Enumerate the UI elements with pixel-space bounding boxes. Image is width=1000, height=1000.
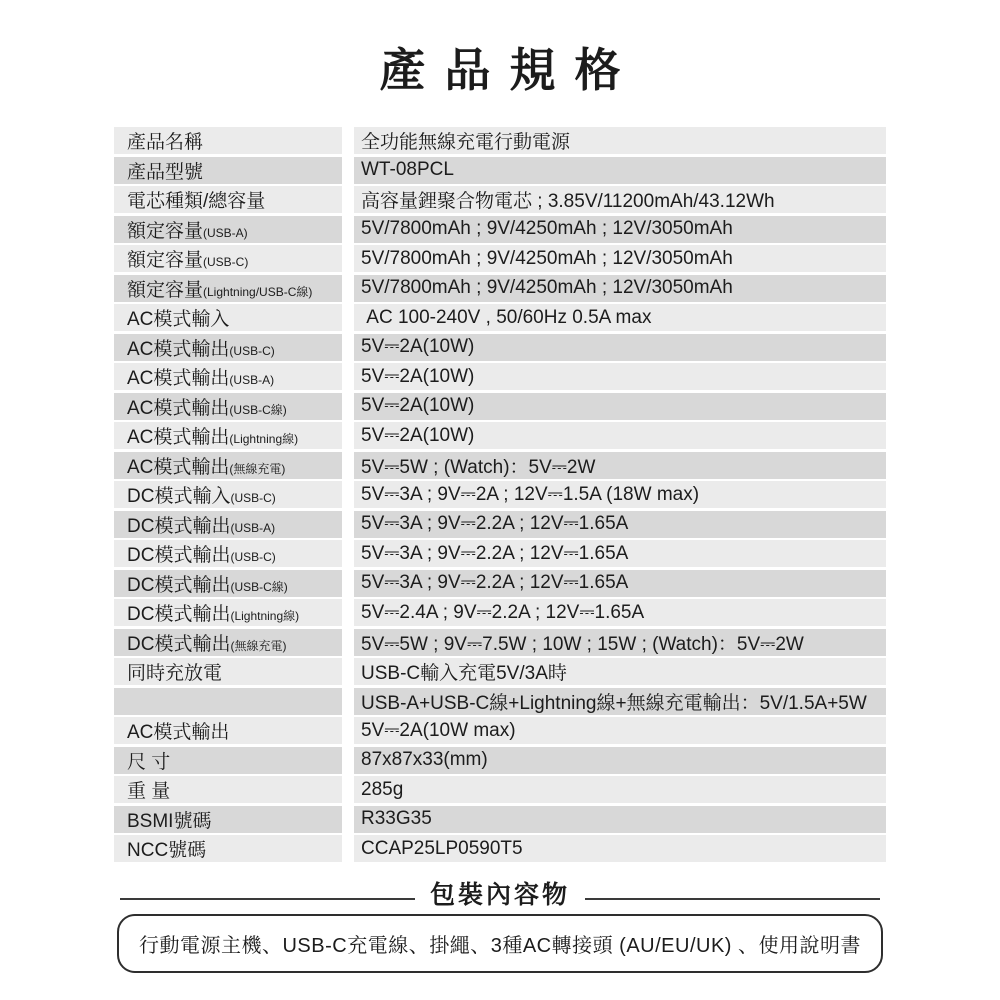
spec-label-sub: (無線充電) <box>230 638 287 653</box>
spec-value-cell <box>354 747 886 774</box>
spec-table <box>114 127 886 862</box>
spec-value-cell <box>354 452 886 479</box>
spec-value-cell <box>354 599 886 626</box>
spec-label-sub: (無線充電) <box>229 461 286 476</box>
spec-label-cell <box>114 658 342 685</box>
spec-value: CCAP25LP0590T5 <box>361 837 523 859</box>
table-row <box>114 806 886 833</box>
table-row <box>114 570 886 597</box>
spec-label-sub: (USB-C) <box>229 343 275 358</box>
spec-label: AC模式輸出(USB-C) <box>127 338 275 360</box>
spec-value: AC 100-240V , 50/60Hz 0.5A max <box>361 306 652 328</box>
spec-value: 5V⎓5W ; 9V⎓7.5W ; 10W ; 15W ; (Watch)：5V⎓2W <box>361 633 804 655</box>
spec-label-cell <box>114 599 342 626</box>
spec-value-cell <box>354 334 886 361</box>
spec-label: DC模式輸入(USB-C) <box>127 486 276 507</box>
spec-label-sub: (USB-C) <box>230 491 276 505</box>
spec-label: 額定容量(Lightning/USB-C線) <box>127 279 313 301</box>
spec-label: 同時充放電 <box>127 663 223 684</box>
spec-label-cell <box>114 688 342 715</box>
spec-label: AC模式輸出(Lightning線) <box>127 427 299 448</box>
spec-label: NCC號碼 <box>127 840 207 861</box>
spec-value: 5V⎓2A(10W max) <box>361 719 516 741</box>
spec-value-cell <box>354 688 886 715</box>
table-row <box>114 304 886 331</box>
spec-value: 5V⎓2A(10W) <box>361 395 475 416</box>
spec-label: 電芯種類/總容量 <box>127 191 266 212</box>
spec-label-cell <box>114 422 342 449</box>
table-row <box>114 275 886 302</box>
spec-value: WT-08PCL <box>361 159 454 180</box>
spec-label-cell <box>114 835 342 862</box>
spec-label: 額定容量(USB-C) <box>127 250 249 271</box>
spec-value: 285g <box>361 778 404 800</box>
spec-label-sub: (USB-C) <box>230 550 276 564</box>
spec-label: DC模式輸出(USB-A) <box>127 515 276 537</box>
spec-label: 重 量 <box>127 781 171 802</box>
spec-value: 5V/7800mAh ; 9V/4250mAh ; 12V/3050mAh <box>361 277 733 298</box>
table-row <box>114 127 886 154</box>
spec-value-cell <box>354 216 886 243</box>
spec-value: 5V⎓3A ; 9V⎓2.2A ; 12V⎓1.65A <box>361 572 629 593</box>
spec-label-cell <box>114 747 342 774</box>
package-box <box>117 914 883 973</box>
spec-label-cell <box>114 186 342 213</box>
spec-value: 5V/7800mAh ; 9V/4250mAh ; 12V/3050mAh <box>361 247 733 269</box>
spec-label-sub: (USB-A) <box>230 520 276 535</box>
spec-value-cell <box>354 245 886 272</box>
spec-value-cell <box>354 127 886 154</box>
spec-label: AC模式輸出(USB-C線) <box>127 397 287 419</box>
spec-label: AC模式輸出 <box>127 722 230 743</box>
spec-label: 產品型號 <box>127 161 204 183</box>
spec-value: 全功能無線充電行動電源 <box>361 132 571 153</box>
spec-value-cell <box>354 511 886 538</box>
table-row <box>114 658 886 685</box>
spec-label-cell <box>114 216 342 243</box>
spec-value-cell <box>354 422 886 449</box>
spec-label: 尺 寸 <box>127 751 171 773</box>
spec-label-cell <box>114 304 342 331</box>
spec-value: USB-A+USB-C線+Lightning線+無線充電輸出：5V/1.5A+5W <box>361 692 867 714</box>
spec-value-cell <box>354 717 886 744</box>
spec-value: 5V⎓2A(10W) <box>361 424 475 446</box>
spec-value: 5V⎓2.4A ; 9V⎓2.2A ; 12V⎓1.65A <box>361 601 645 623</box>
spec-value: 5V⎓5W ; (Watch)：5V⎓2W <box>361 456 596 478</box>
spec-label-cell <box>114 393 342 420</box>
spec-label-cell <box>114 481 342 508</box>
table-row <box>114 216 886 243</box>
table-row <box>114 186 886 213</box>
table-row <box>114 393 886 420</box>
spec-label-sub: (Lightning線) <box>229 432 299 446</box>
spec-label: BSMI號碼 <box>127 810 212 832</box>
table-row <box>114 157 886 184</box>
spec-value-cell <box>354 776 886 803</box>
table-row <box>114 511 886 538</box>
spec-value: 高容量鋰聚合物電芯 ; 3.85V/11200mAh/43.12Wh <box>361 191 775 212</box>
table-row <box>114 334 886 361</box>
table-row <box>114 717 886 744</box>
spec-value: 5V⎓3A ; 9V⎓2.2A ; 12V⎓1.65A <box>361 542 629 564</box>
spec-label: DC模式輸出(USB-C) <box>127 545 276 566</box>
spec-label: DC模式輸出(Lightning線) <box>127 604 300 625</box>
table-row <box>114 452 886 479</box>
table-row <box>114 776 886 803</box>
spec-value-cell <box>354 481 886 508</box>
divider-line-right <box>585 898 880 900</box>
spec-value: 87x87x33(mm) <box>361 749 488 770</box>
divider-line-left <box>120 898 415 900</box>
table-row <box>114 747 886 774</box>
table-row <box>114 688 886 715</box>
spec-value-cell <box>354 157 886 184</box>
spec-label-sub: (USB-C線) <box>230 579 288 594</box>
spec-label-cell <box>114 717 342 744</box>
spec-label-cell <box>114 629 342 656</box>
spec-value: 5V⎓2A(10W) <box>361 365 475 387</box>
spec-label-cell <box>114 511 342 538</box>
package-section <box>0 876 1000 973</box>
spec-value: 5V⎓3A ; 9V⎓2A ; 12V⎓1.5A (18W max) <box>361 483 700 505</box>
package-contents-text: 行動電源主機、USB-C充電線、掛繩、3種AC轉接頭 (AU/EU/UK) 、使用說明書 <box>138 935 862 957</box>
spec-value-cell <box>354 806 886 833</box>
table-row <box>114 629 886 656</box>
spec-value-cell <box>354 363 886 390</box>
page-title: 產品規格 <box>379 44 640 96</box>
spec-label-cell <box>114 452 342 479</box>
package-header <box>0 876 1000 910</box>
spec-value-cell <box>354 186 886 213</box>
spec-value-cell <box>354 835 886 862</box>
spec-label-cell <box>114 776 342 803</box>
table-row <box>114 540 886 567</box>
spec-value-cell <box>354 658 886 685</box>
spec-label-sub: (USB-A) <box>203 225 248 240</box>
spec-label: AC模式輸出(無線充電) <box>127 456 286 478</box>
spec-value-cell <box>354 540 886 567</box>
spec-label-sub: (USB-C) <box>203 255 249 269</box>
spec-label-cell <box>114 127 342 154</box>
spec-value: 5V/7800mAh ; 9V/4250mAh ; 12V/3050mAh <box>361 218 733 239</box>
spec-value: 5V⎓2A(10W) <box>361 336 475 357</box>
spec-label: AC模式輸出(USB-A) <box>127 368 275 389</box>
spec-value-cell <box>354 393 886 420</box>
spec-value-cell <box>354 275 886 302</box>
table-row <box>114 245 886 272</box>
spec-label: AC模式輸入 <box>127 309 230 330</box>
table-row <box>114 835 886 862</box>
spec-label-sub: (USB-C線) <box>229 402 287 417</box>
spec-value-cell <box>354 304 886 331</box>
spec-value: USB-C輸入充電5V/3A時 <box>361 663 567 684</box>
spec-label-cell <box>114 806 342 833</box>
spec-value: R33G35 <box>361 808 432 829</box>
spec-label-cell <box>114 540 342 567</box>
spec-label-cell <box>114 570 342 597</box>
spec-label: 額定容量(USB-A) <box>127 220 248 242</box>
table-row <box>114 481 886 508</box>
spec-label-cell <box>114 157 342 184</box>
spec-label-sub: (Lightning線) <box>230 609 300 623</box>
spec-label-sub: (USB-A) <box>229 373 275 387</box>
spec-label-cell <box>114 275 342 302</box>
spec-label-cell <box>114 334 342 361</box>
table-row <box>114 422 886 449</box>
spec-label-cell <box>114 363 342 390</box>
spec-label-cell <box>114 245 342 272</box>
table-row <box>114 599 886 626</box>
spec-value: 5V⎓3A ; 9V⎓2.2A ; 12V⎓1.65A <box>361 513 629 534</box>
spec-label: 產品名稱 <box>127 132 204 153</box>
spec-label: DC模式輸出(無線充電) <box>127 633 287 655</box>
spec-value-cell <box>354 629 886 656</box>
spec-value-cell <box>354 570 886 597</box>
spec-label: DC模式輸出(USB-C線) <box>127 574 288 596</box>
package-title: 包裝內容物 <box>429 881 570 909</box>
table-row <box>114 363 886 390</box>
spec-label-sub: (Lightning/USB-C線) <box>203 284 313 299</box>
